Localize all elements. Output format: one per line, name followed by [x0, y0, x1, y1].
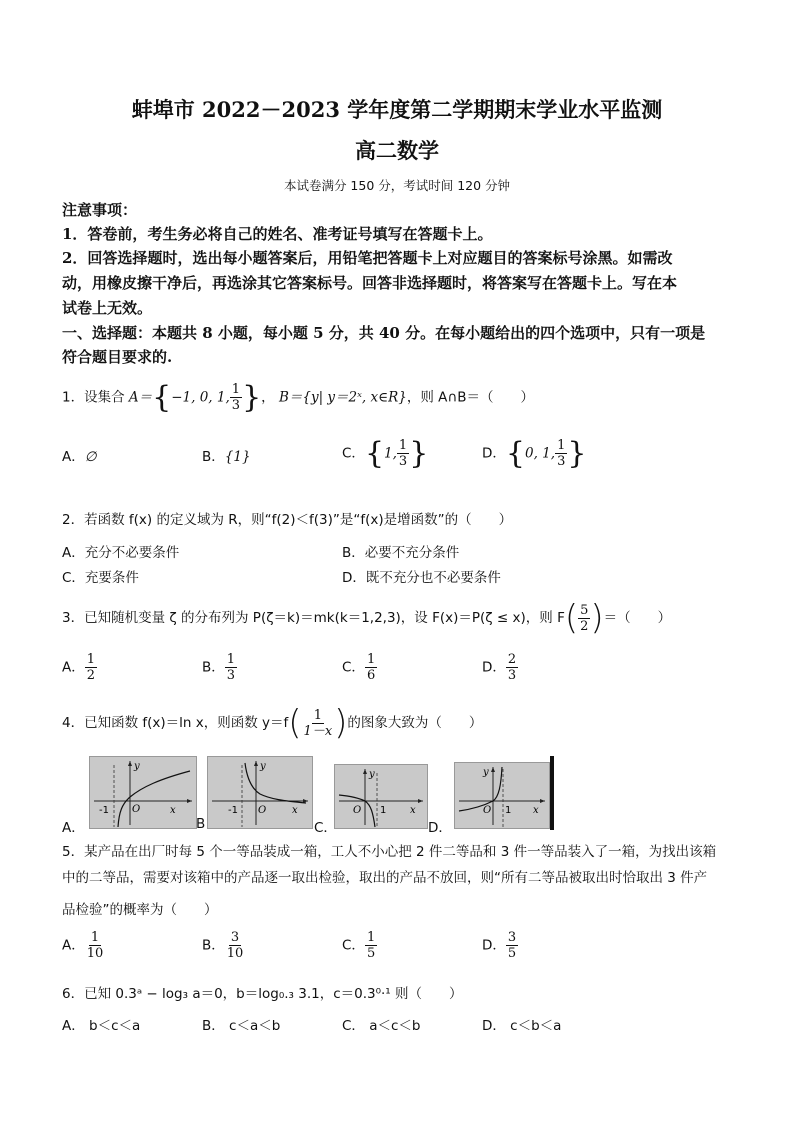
question-4-option-b-label: B: [196, 816, 206, 832]
svg-text:y: y: [483, 767, 489, 778]
question-4-option-c-label: C．: [314, 820, 337, 836]
question-6-option-c: C． a＜c＜b: [342, 1018, 421, 1034]
svg-text:1: 1: [505, 805, 512, 816]
svg-text:-1: -1: [99, 805, 109, 816]
svg-text:y: y: [369, 769, 375, 780]
svg-text:y: y: [260, 761, 266, 772]
notice-item-2-line-1: 2．回答选择题时，选出每小题答案后，用铅笔把答题卡上对应题目的答案标号涂黑。如需改: [62, 249, 673, 267]
svg-text:y: y: [134, 761, 140, 772]
svg-text:-1: -1: [228, 805, 238, 816]
svg-text:O: O: [132, 804, 141, 815]
svg-text:x: x: [170, 805, 176, 816]
brace-close-icon: }: [242, 380, 262, 415]
question-3-option-c: C． $\frac{1}{6}$: [342, 652, 376, 683]
question-5-line-3: 品检验”的概率为（ ）: [62, 902, 218, 918]
question-6-option-d: D． c＜b＜a: [482, 1018, 562, 1034]
question-6-option-a: A． b＜c＜a: [62, 1018, 141, 1034]
graph-d-plot: [455, 763, 549, 828]
question-3-option-a: A． $\frac{1}{2}$: [62, 652, 96, 683]
svg-text:x: x: [533, 805, 539, 816]
question-5-option-d: D． $\frac{3}{5}$: [482, 930, 517, 961]
graph-a-plot: [90, 757, 196, 828]
question-4: 4．已知函数 f(x)＝ln x，则函数 y＝f( $\frac{1}{1-x}$ )的图象大致为（ ）: [62, 703, 483, 743]
question-4-option-a-label: A．: [62, 820, 85, 836]
exam-subject: 高二数学: [355, 138, 439, 163]
question-5-option-c: C． $\frac{1}{5}$: [342, 930, 376, 961]
question-2: 2．若函数 f(x) 的定义域为 R，则“f(2)＜f(3)”是“f(x)是增函数”的（ ）: [62, 512, 513, 528]
svg-text:x: x: [292, 805, 298, 816]
svg-text:x: x: [410, 805, 416, 816]
notice-item-1: 1．答卷前，考生务必将自己的姓名、准考证号填写在答题卡上。: [62, 225, 493, 243]
brace-open-icon: {: [152, 380, 172, 415]
exam-title: 蚌埠市 2022－2023 学年度第二学期期末学业水平监测: [131, 97, 663, 122]
question-1-suffix: ，则 A∩B＝（ ）: [406, 389, 535, 406]
graph-b-plot: [208, 757, 312, 828]
svg-text:O: O: [483, 805, 492, 816]
svg-text:O: O: [258, 805, 267, 816]
set-a-items: −1, 0, 1,: [171, 389, 230, 406]
question-6: 6．已知 0.3ᵃ − log₃ a＝0，b＝log₀.₃ 3.1，c＝0.3⁰·¹ 则（ ）: [62, 986, 463, 1002]
set-b: B＝{y| y＝2ˣ, x∈R}: [278, 389, 407, 406]
question-5-option-b: B． $\frac{3}{10}$: [202, 930, 244, 961]
graph-option-b: [207, 756, 313, 829]
section-1-line-2: 符合题目要求的.: [62, 348, 173, 366]
notice-heading: 注意事项：: [62, 201, 138, 219]
fraction-one-over-one-minus-x: $\frac{1}{1-x}$: [303, 707, 333, 739]
question-5-line-1: 5．某产品在出厂时每 5 个一等品装成一箱，工人不小心把 2 件二等品和 3 件一等品装入了一箱，为找出该箱: [62, 844, 717, 860]
svg-text:1: 1: [380, 805, 387, 816]
notice-item-2-line-3: 试卷上无效。: [62, 299, 153, 317]
question-5-line-2: 中的二等品，需要对该箱中的产品逐一取出检验，取出的产品不放回，则“所有二等品被取出时恰取出 3 件产: [62, 870, 708, 886]
question-1-option-d: D．{0, 1, $\frac{1}{3}$ }: [482, 436, 587, 471]
question-3: 3．已知随机变量 ζ 的分布列为 P(ζ＝k)＝mk(k＝1,2,3)，设 F(x)＝P(ζ ≤ x)，则 F( $\frac{5}{2}$ )＝（ ）: [62, 598, 672, 638]
svg-text:O: O: [353, 805, 362, 816]
exam-note: 本试卷满分 150 分，考试时间 120 分钟: [283, 178, 511, 193]
graph-option-d: [454, 762, 550, 829]
question-2-option-c: C．充要条件: [62, 570, 139, 586]
question-4-option-d-label: D．: [428, 820, 452, 836]
question-6-option-b: B． c＜a＜b: [202, 1018, 281, 1034]
question-3-option-b: B． $\frac{1}{3}$: [202, 652, 236, 683]
question-2-option-a: A．充分不必要条件: [62, 545, 180, 561]
fraction-one-third: $\frac{1}{3}$: [231, 382, 241, 413]
section-1-line-1: 一、选择题：本题共 8 小题，每小题 5 分，共 40 分。在每小题给出的四个选项中，只有一项是: [62, 324, 706, 342]
question-2-option-b: B．必要不充分条件: [342, 545, 460, 561]
scan-edge-bar: [550, 756, 554, 830]
question-1-option-a: A．∅: [62, 449, 97, 465]
question-5-option-a: A． $\frac{1}{10}$: [62, 930, 104, 961]
question-1: 1．设集合 A＝{−1, 0, 1, $\frac{1}{3}$ }， B＝{y| y＝2ˣ, x∈R}，则 A∩B＝（ ）: [62, 380, 535, 415]
question-1-option-b: B．{1}: [202, 449, 251, 465]
fraction-five-halves: $\frac{5}{2}$: [580, 602, 589, 634]
question-3-option-d: D． $\frac{2}{3}$: [482, 652, 517, 683]
graph-c-plot: [335, 765, 427, 828]
notice-item-2-line-2: 动，用橡皮擦干净后，再选涂其它答案标号。回答非选择题时，将答案写在答题卡上。写在本: [62, 274, 678, 292]
question-1-option-c: C．{1, $\frac{1}{3}$ }: [342, 436, 429, 471]
graph-option-a: [89, 756, 197, 829]
question-1-prefix: 1．设集合: [62, 389, 125, 406]
question-2-option-d: D．既不充分也不必要条件: [342, 570, 501, 586]
set-a-lead: A＝: [128, 389, 153, 406]
graph-option-c: [334, 764, 428, 829]
